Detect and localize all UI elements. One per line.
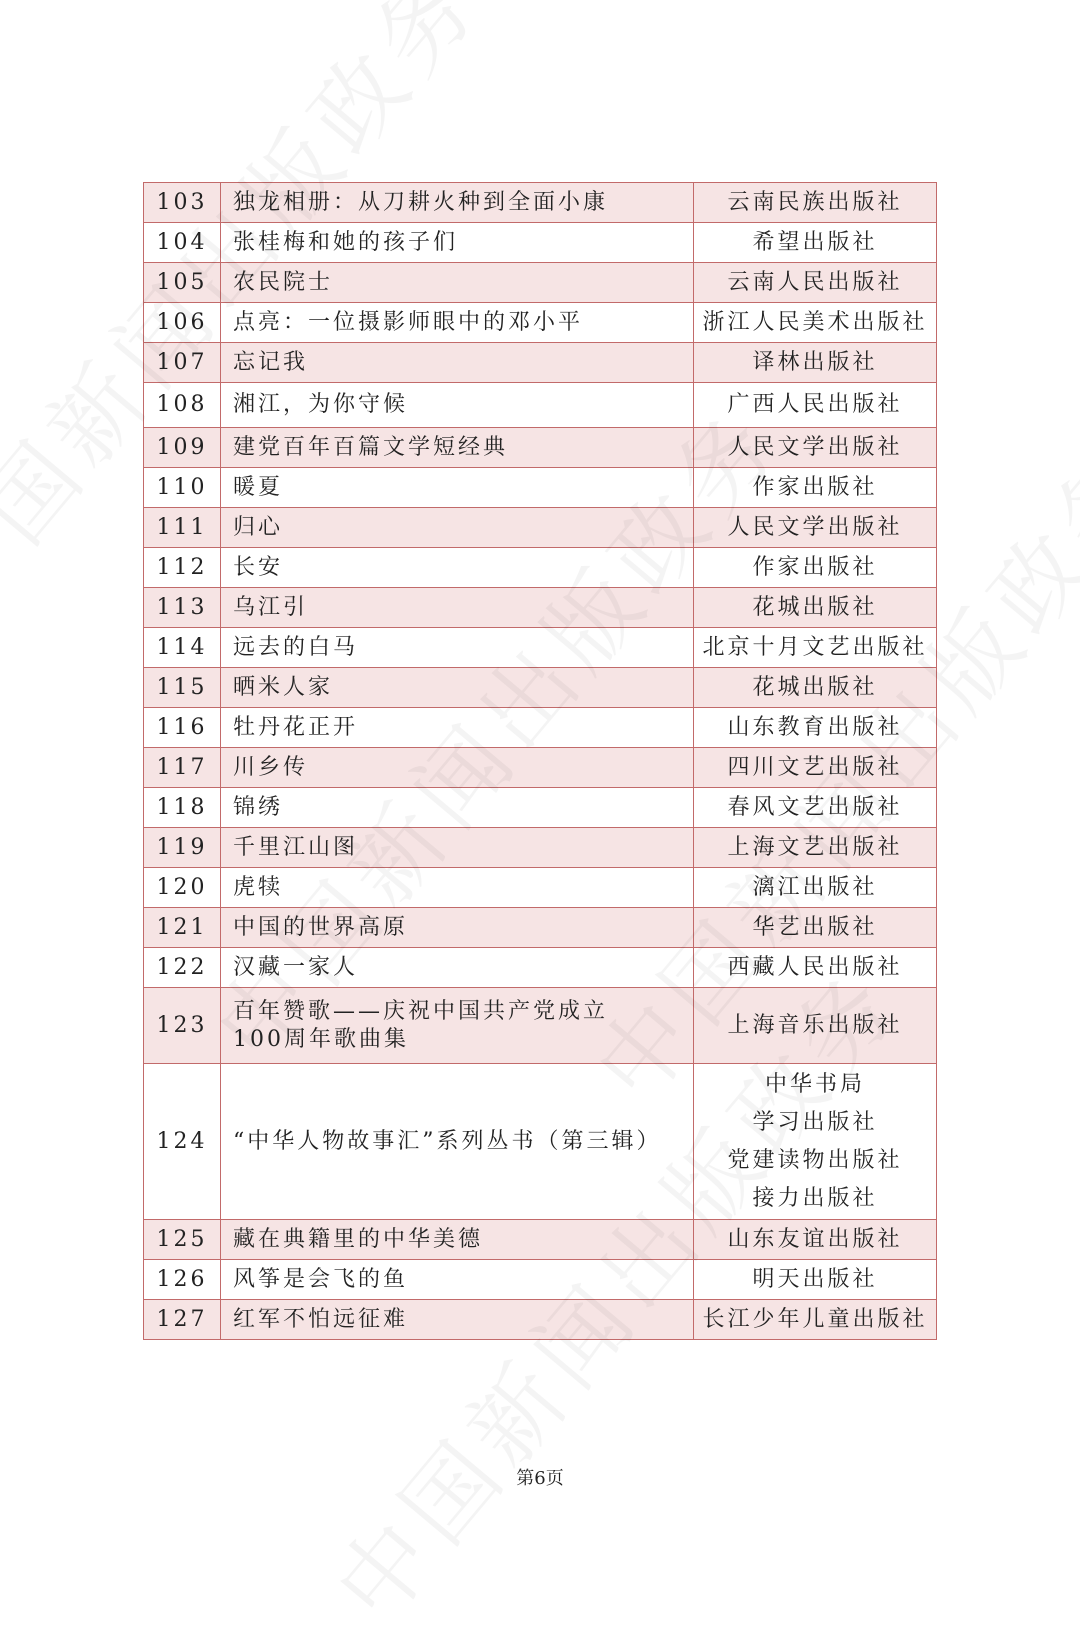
- table-row: [144, 508, 937, 548]
- row-number: 127: [144, 1300, 221, 1340]
- table-row: [144, 548, 937, 588]
- publisher-name: 浙江人民美术出版社: [702, 309, 928, 335]
- publisher-cell: [694, 1260, 937, 1300]
- publisher-name: 党建读物出版社: [727, 1147, 903, 1173]
- book-title: 暖夏: [221, 468, 694, 508]
- table-row: [144, 908, 937, 948]
- book-title: 独龙相册：从刀耕火种到全面小康: [221, 183, 694, 223]
- book-title: 农民院士: [221, 263, 694, 303]
- table-row: [144, 1260, 937, 1300]
- book-title: 虎犊: [221, 868, 694, 908]
- table-row: [144, 588, 937, 628]
- publisher-cell: [694, 383, 937, 428]
- book-title: 风筝是会飞的鱼: [221, 1260, 694, 1300]
- publisher-name: 作家出版社: [752, 554, 878, 580]
- table-row: [144, 788, 937, 828]
- row-number: 126: [144, 1260, 221, 1300]
- publisher-cell: [694, 428, 937, 468]
- publisher-name: 云南民族出版社: [727, 189, 903, 215]
- book-title: 百年赞歌——庆祝中国共产党成立100周年歌曲集: [221, 988, 694, 1064]
- book-list-body: [144, 183, 937, 1340]
- row-number: 106: [144, 303, 221, 343]
- publisher-cell: [694, 303, 937, 343]
- publisher-name: 上海文艺出版社: [727, 834, 903, 860]
- publisher-name: 云南人民出版社: [727, 269, 903, 295]
- publisher-cell: [694, 708, 937, 748]
- publisher-name: 春风文艺出版社: [727, 794, 903, 820]
- publisher-name: 学习出版社: [752, 1109, 878, 1135]
- book-title: 湘江，为你守候: [221, 383, 694, 428]
- row-number: 113: [144, 588, 221, 628]
- publisher-cell: [694, 908, 937, 948]
- publisher-cell: [694, 748, 937, 788]
- row-number: 111: [144, 508, 221, 548]
- publisher-name: 明天出版社: [752, 1266, 878, 1292]
- row-number: 122: [144, 948, 221, 988]
- row-number: 108: [144, 383, 221, 428]
- publisher-name: 上海音乐出版社: [727, 1012, 903, 1038]
- book-title: 归心: [221, 508, 694, 548]
- row-number: 115: [144, 668, 221, 708]
- publisher-name: 华艺出版社: [752, 914, 878, 940]
- book-title: 汉藏一家人: [221, 948, 694, 988]
- book-title: “中华人物故事汇”系列丛书（第三辑）: [221, 1064, 694, 1220]
- row-number: 119: [144, 828, 221, 868]
- publisher-cell: [694, 628, 937, 668]
- publisher-name: 中华书局: [764, 1071, 865, 1097]
- book-title: 远去的白马: [221, 628, 694, 668]
- row-number: 116: [144, 708, 221, 748]
- book-title: 红军不怕远征难: [221, 1300, 694, 1340]
- row-number: 121: [144, 908, 221, 948]
- row-number: 125: [144, 1220, 221, 1260]
- publisher-cell: [694, 263, 937, 303]
- book-title: 忘记我: [221, 343, 694, 383]
- publisher-name: 西藏人民出版社: [727, 954, 903, 980]
- publisher-cell: [694, 468, 937, 508]
- row-number: 105: [144, 263, 221, 303]
- table-row: [144, 343, 937, 383]
- row-number: 110: [144, 468, 221, 508]
- publisher-name: 山东友谊出版社: [727, 1226, 903, 1252]
- publisher-cell: [694, 1300, 937, 1340]
- row-number: 123: [144, 988, 221, 1064]
- table-row: [144, 263, 937, 303]
- publisher-name: 译林出版社: [752, 349, 878, 375]
- publisher-cell: [694, 1220, 937, 1260]
- book-title: 锦绣: [221, 788, 694, 828]
- publisher-name: 希望出版社: [752, 229, 878, 255]
- row-number: 103: [144, 183, 221, 223]
- table-row: [144, 383, 937, 428]
- publisher-cell: [694, 183, 937, 223]
- book-title: 藏在典籍里的中华美德: [221, 1220, 694, 1260]
- publisher-name: 接力出版社: [752, 1185, 878, 1211]
- table-row: [144, 628, 937, 668]
- publisher-cell: [694, 988, 937, 1064]
- publisher-cell: [694, 508, 937, 548]
- table-row: [144, 468, 937, 508]
- book-title: 川乡传: [221, 748, 694, 788]
- row-number: 124: [144, 1064, 221, 1220]
- table-row: [144, 183, 937, 223]
- table-row: [144, 1300, 937, 1340]
- publisher-cell: [694, 868, 937, 908]
- publisher-name: 漓江出版社: [752, 874, 878, 900]
- publisher-name: 作家出版社: [752, 474, 878, 500]
- page-number: 第6页: [516, 1468, 564, 1489]
- table-row: [144, 828, 937, 868]
- book-list-table: [143, 182, 937, 1340]
- publisher-name: 人民文学出版社: [727, 434, 903, 460]
- publisher-name: 四川文艺出版社: [727, 754, 903, 780]
- publisher-name: 山东教育出版社: [727, 714, 903, 740]
- table-row: [144, 948, 937, 988]
- row-number: 117: [144, 748, 221, 788]
- publisher-cell: [694, 828, 937, 868]
- book-title: 点亮：一位摄影师眼中的邓小平: [221, 303, 694, 343]
- publisher-cell: [694, 1064, 937, 1220]
- publisher-cell: [694, 668, 937, 708]
- table-row: [144, 668, 937, 708]
- publisher-cell: [694, 788, 937, 828]
- book-title: 千里江山图: [221, 828, 694, 868]
- publisher-cell: [694, 588, 937, 628]
- table-row: [144, 868, 937, 908]
- book-title: 建党百年百篇文学短经典: [221, 428, 694, 468]
- row-number: 120: [144, 868, 221, 908]
- row-number: 109: [144, 428, 221, 468]
- table-row: [144, 428, 937, 468]
- table-row: [144, 988, 937, 1064]
- publisher-name: 长江少年儿童出版社: [702, 1306, 928, 1332]
- publisher-name: 北京十月文艺出版社: [702, 634, 928, 660]
- publisher-name: 花城出版社: [752, 594, 878, 620]
- publisher-cell: [694, 948, 937, 988]
- book-title: 乌江引: [221, 588, 694, 628]
- row-number: 104: [144, 223, 221, 263]
- row-number: 112: [144, 548, 221, 588]
- table-row: [144, 1220, 937, 1260]
- row-number: 114: [144, 628, 221, 668]
- publisher-cell: [694, 343, 937, 383]
- publisher-name: 花城出版社: [752, 674, 878, 700]
- book-title: 牡丹花正开: [221, 708, 694, 748]
- publisher-cell: [694, 548, 937, 588]
- book-title: 长安: [221, 548, 694, 588]
- book-title: 中国的世界高原: [221, 908, 694, 948]
- table-row: [144, 748, 937, 788]
- publisher-name: 人民文学出版社: [727, 514, 903, 540]
- row-number: 118: [144, 788, 221, 828]
- book-title: 晒米人家: [221, 668, 694, 708]
- publisher-name: 广西人民出版社: [727, 392, 903, 417]
- table-row: [144, 303, 937, 343]
- table-row: [144, 708, 937, 748]
- publisher-cell: [694, 223, 937, 263]
- table-row: [144, 1064, 937, 1220]
- row-number: 107: [144, 343, 221, 383]
- book-title: 张桂梅和她的孩子们: [221, 223, 694, 263]
- table-row: [144, 223, 937, 263]
